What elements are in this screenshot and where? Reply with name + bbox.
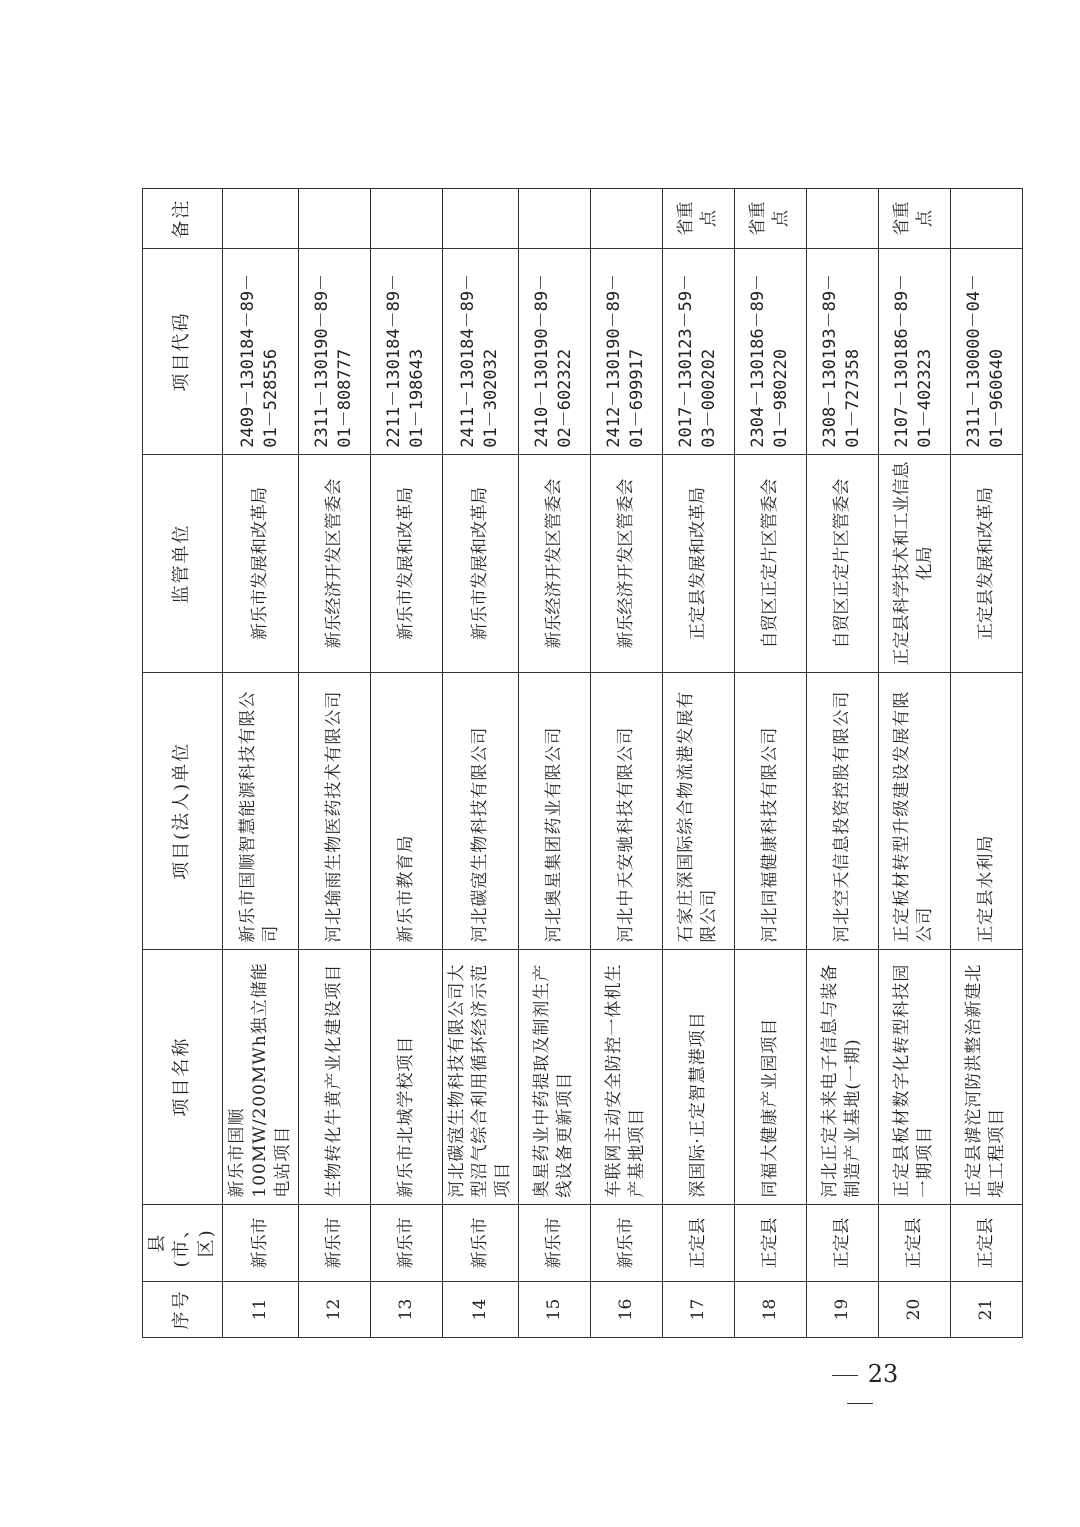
cell-project-code: 2411－130184－89－01－302032 (442, 249, 518, 454)
cell-note (370, 189, 442, 249)
cell-supervisor: 自贸区正定片区管委会 (734, 454, 806, 672)
cell-county: 新乐市 (518, 1204, 590, 1281)
cell-project-unit: 河北中天安驰科技有限公司 (590, 673, 662, 949)
cell-county: 正定县 (878, 1204, 950, 1281)
header-project-unit: 项目(法人)单位 (143, 673, 223, 949)
cell-county: 新乐市 (298, 1204, 370, 1281)
table-row (806, 189, 878, 1338)
header-no: 序号 (143, 1282, 223, 1338)
cell-no: 15 (518, 1282, 590, 1338)
page-number-right-dash (847, 1403, 873, 1404)
page-number-value: 23 (867, 1360, 899, 1388)
cell-project-name: 奥星药业中药提取及制剂生产线设备更新项目 (518, 949, 590, 1204)
cell-note (806, 189, 878, 249)
cell-project-name: 车联网主动安全防控一体机生产基地项目 (590, 949, 662, 1204)
header-project-code: 项目代码 (143, 249, 223, 454)
cell-project-code: 2311－130190－89－01－808777 (298, 249, 370, 454)
cell-county: 正定县 (806, 1204, 878, 1281)
table-row (878, 189, 950, 1338)
cell-supervisor: 正定县发展和改革局 (662, 454, 734, 672)
cell-county: 正定县 (734, 1204, 806, 1281)
header-county: 县(市、区) (143, 1204, 223, 1281)
table-area (142, 188, 1008, 1338)
cell-no: 11 (222, 1282, 298, 1338)
cell-project-unit: 石家庄深国际综合物流港发展有限公司 (662, 673, 734, 949)
cell-note: 省重点 (878, 189, 950, 249)
cell-no: 14 (442, 1282, 518, 1338)
cell-supervisor: 新乐市发展和改革局 (222, 454, 298, 672)
cell-project-unit: 新乐市国顺智慧能源科技有限公司 (222, 673, 298, 949)
cell-no: 21 (950, 1282, 1022, 1338)
cell-project-unit: 河北奥星集团药业有限公司 (518, 673, 590, 949)
cell-project-unit: 正定板材转型升级建设发展有限公司 (878, 673, 950, 949)
cell-supervisor: 正定县发展和改革局 (950, 454, 1022, 672)
cell-note (950, 189, 1022, 249)
header-note: 备注 (143, 189, 223, 249)
cell-no: 18 (734, 1282, 806, 1338)
cell-project-code: 2211－130184－89－01－198643 (370, 249, 442, 454)
table-row (222, 189, 298, 1338)
cell-no: 13 (370, 1282, 442, 1338)
page-number (800, 1360, 920, 1416)
cell-county: 新乐市 (590, 1204, 662, 1281)
cell-project-code: 2409－130184－89－01－528556 (222, 249, 298, 454)
cell-supervisor: 新乐经济开发区管委会 (518, 454, 590, 672)
cell-project-name: 河北碳寇生物科技有限公司大型沼气综合利用循环经济示范项目 (442, 949, 518, 1204)
cell-project-code: 2107－130186－89－01－402323 (878, 249, 950, 454)
rotated-table-wrapper (142, 188, 1008, 1338)
cell-project-code: 2308－130193－89－01－727358 (806, 249, 878, 454)
page-number-left-dash (832, 1375, 858, 1376)
table-row (950, 189, 1022, 1338)
cell-note (222, 189, 298, 249)
cell-project-code: 2410－130190－89－02－602322 (518, 249, 590, 454)
cell-county: 新乐市 (442, 1204, 518, 1281)
cell-project-name: 同福大健康产业园项目 (734, 949, 806, 1204)
cell-project-code: 2304－130186－89－01－980220 (734, 249, 806, 454)
cell-project-name: 新乐市国顺100MW/200MWh独立储能电站项目 (222, 949, 298, 1204)
cell-project-unit: 正定县水利局 (950, 673, 1022, 949)
cell-supervisor: 新乐经济开发区管委会 (590, 454, 662, 672)
cell-project-name: 正定县板材数字化转型科技园一期项目 (878, 949, 950, 1204)
cell-no: 19 (806, 1282, 878, 1338)
cell-note (298, 189, 370, 249)
cell-project-unit: 河北碳寇生物科技有限公司 (442, 673, 518, 949)
cell-project-code: 2311－130000－04－01－960640 (950, 249, 1022, 454)
cell-note: 省重点 (662, 189, 734, 249)
cell-no: 17 (662, 1282, 734, 1338)
table-row (442, 189, 518, 1338)
cell-no: 16 (590, 1282, 662, 1338)
cell-project-name: 生物转化牛黄产业化建设项目 (298, 949, 370, 1204)
cell-project-unit: 河北同福健康科技有限公司 (734, 673, 806, 949)
header-row (143, 189, 223, 1338)
cell-project-unit: 河北瑜雨生物医药技术有限公司 (298, 673, 370, 949)
cell-county: 正定县 (662, 1204, 734, 1281)
header-project-name: 项目名称 (143, 949, 223, 1204)
table-row (590, 189, 662, 1338)
cell-project-name: 正定县滹沱河防洪整治新建北堤工程项目 (950, 949, 1022, 1204)
table-row (518, 189, 590, 1338)
cell-project-name: 新乐市北城学校项目 (370, 949, 442, 1204)
cell-note (590, 189, 662, 249)
header-supervisor: 监管单位 (143, 454, 223, 672)
cell-supervisor: 新乐经济开发区管委会 (298, 454, 370, 672)
table-row (662, 189, 734, 1338)
cell-county: 新乐市 (222, 1204, 298, 1281)
cell-project-code: 2017－130123－59－03－000202 (662, 249, 734, 454)
project-table (142, 188, 1023, 1338)
cell-note (518, 189, 590, 249)
cell-project-code: 2412－130190－89－01－699917 (590, 249, 662, 454)
cell-supervisor: 正定县科学技术和工业信息化局 (878, 454, 950, 672)
cell-project-unit: 河北空天信息投资控股有限公司 (806, 673, 878, 949)
cell-project-name: 深国际·正定智慧港项目 (662, 949, 734, 1204)
cell-supervisor: 新乐市发展和改革局 (370, 454, 442, 672)
cell-county: 正定县 (950, 1204, 1022, 1281)
cell-no: 20 (878, 1282, 950, 1338)
cell-supervisor: 自贸区正定片区管委会 (806, 454, 878, 672)
table-row (370, 189, 442, 1338)
cell-note: 省重点 (734, 189, 806, 249)
cell-project-unit: 新乐市教育局 (370, 673, 442, 949)
table-row (734, 189, 806, 1338)
cell-note (442, 189, 518, 249)
table-row (298, 189, 370, 1338)
cell-supervisor: 新乐市发展和改革局 (442, 454, 518, 672)
cell-no: 12 (298, 1282, 370, 1338)
cell-county: 新乐市 (370, 1204, 442, 1281)
cell-project-name: 河北正定未来电子信息与装备制造产业基地(一期) (806, 949, 878, 1204)
